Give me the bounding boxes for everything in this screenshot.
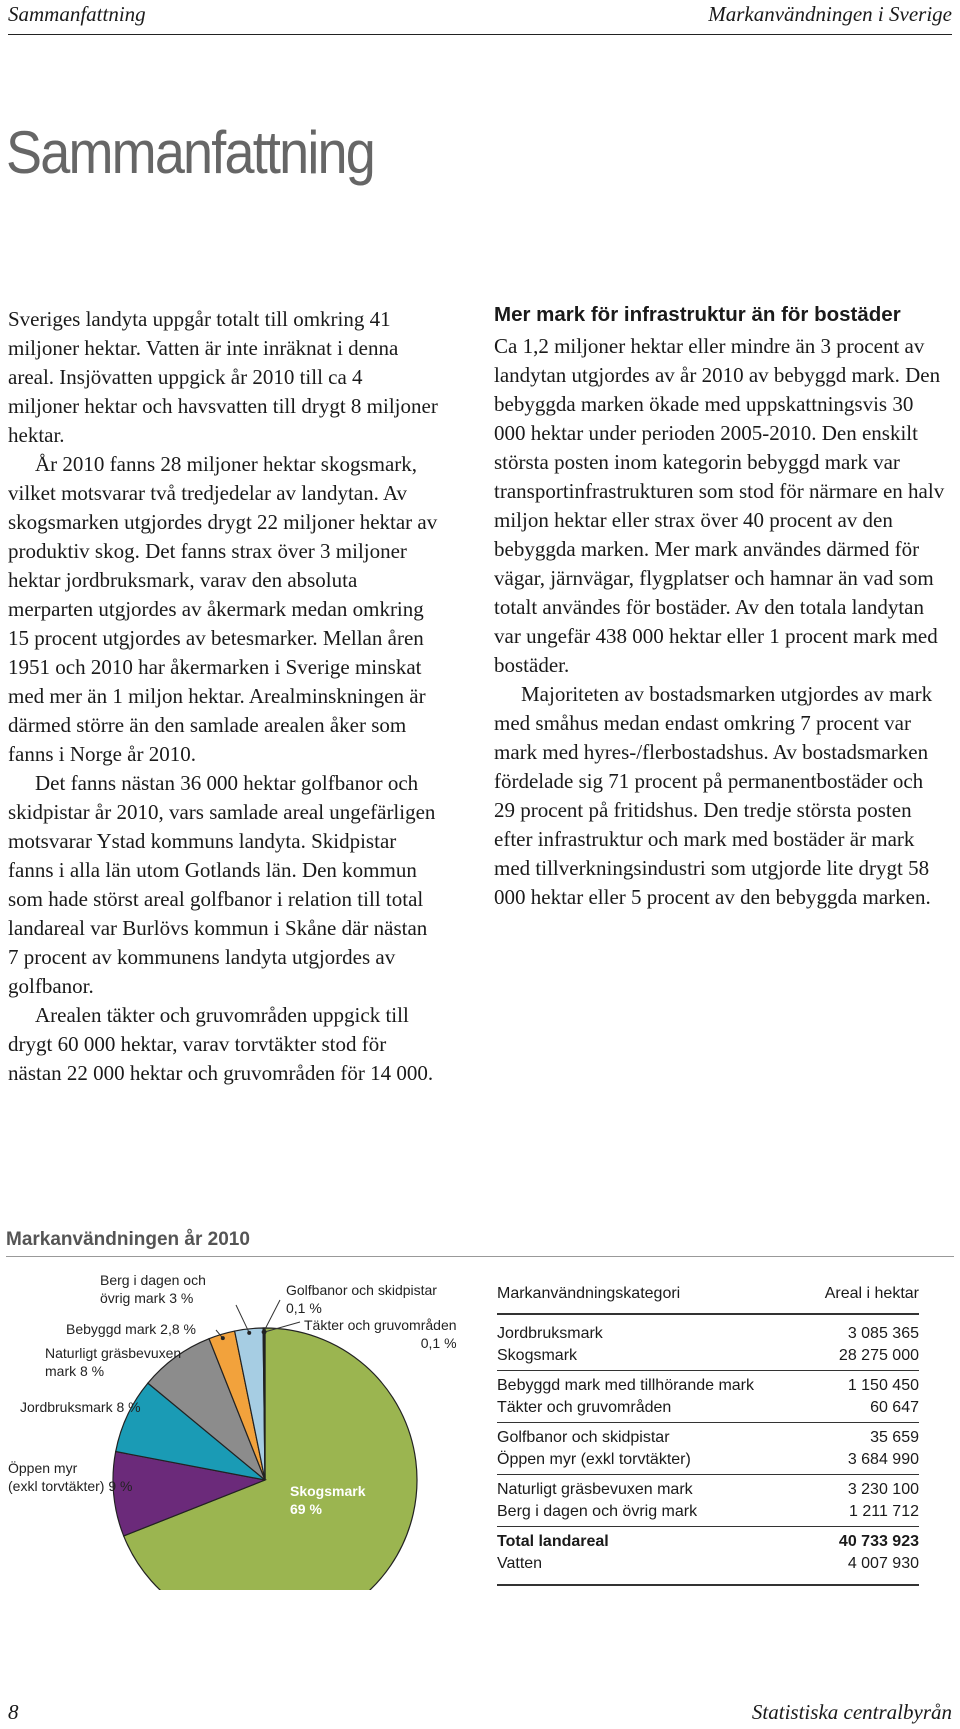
table-group-total	[497, 1527, 919, 1578]
running-head	[8, 0, 952, 35]
table-cell-value: 3 230 100	[847, 1481, 919, 1498]
table-row	[497, 1553, 919, 1575]
table-cell-value: 60 647	[870, 1399, 919, 1416]
figure-divider	[6, 1256, 954, 1257]
slice-label-text: Jordbruksmark 8 %	[20, 1399, 141, 1415]
paragraph: Arealen täkter och gruvområden uppgick till drygt 60 000 hektar, varav torvtäkter stod för nästan 22 000 hektar och gruvområden för 14 000.	[8, 1003, 434, 1085]
table-cell-value: 4 007 930	[847, 1555, 919, 1572]
slice-label-text: Bebyggd mark 2,8 %	[66, 1321, 196, 1337]
table-bottom-rule	[497, 1584, 919, 1586]
table-cell-category: Jordbruksmark	[497, 1325, 603, 1342]
table-cell-value: 35 659	[870, 1429, 919, 1446]
left-text-column	[8, 305, 438, 1088]
slice-label-text: mark 8 %	[45, 1363, 105, 1379]
slice-label-text: 0,1 %	[286, 1300, 322, 1316]
table-row-total	[497, 1531, 919, 1553]
table-row	[497, 1375, 919, 1397]
slice-label-grasmark	[45, 1344, 181, 1380]
paragraph: Sveriges landyta uppgår totalt till omkring 41 miljoner hektar. Vatten är inte inräknat i denna areal. Insjövatten uppgick år 2010 till ca 4 miljoner hektar och havsvatten till drygt 8 miljoner hektar.	[8, 307, 438, 447]
table-cell-value: 28 275 000	[838, 1347, 919, 1364]
leader-line-berg-dot	[247, 1331, 251, 1335]
table-row	[497, 1449, 919, 1471]
table-cell-value: 1 211 712	[849, 1503, 919, 1520]
leader-line-bebyggd-dot	[221, 1336, 225, 1340]
slice-label-text: 0,1 %	[420, 1335, 457, 1351]
table-row	[497, 1479, 919, 1501]
table-row	[497, 1345, 919, 1367]
slice-label-bebyggd	[66, 1320, 196, 1338]
running-head-publication: Markanvändningen i Sverige	[708, 2, 952, 26]
slice-label-text: Öppen myr	[8, 1460, 78, 1476]
table-row	[497, 1323, 919, 1345]
table-cell-value: 1 150 450	[847, 1377, 919, 1394]
table-cell-category: Bebyggd mark med tillhörande mark	[497, 1377, 755, 1394]
slice-label-oppen-myr	[8, 1459, 132, 1495]
table-cell-category: Total landareal	[497, 1533, 609, 1550]
paragraph: Det fanns nästan 36 000 hektar golfbanor och skidpistar år 2010, vars samlade areal ungefärligen motsvarar Ystad kommuns landyta. Skidpistar fanns i alla län utom Gotlands län. Den kommun som hade störst areal golfbanor i relation till total landareal var Burlövs kommun i Skåne där nästan 7 procent av kommunens landyta utgjordes av golfbanor.	[8, 771, 436, 998]
table-cell-category: Vatten	[497, 1555, 543, 1572]
slice-label-text: Golfbanor och skidpistar	[286, 1282, 437, 1298]
paragraph: Majoriteten av bostadsmarken utgjordes av mark med småhus medan endast omkring 7 procent var mark med hyres-/flerbostadshus. Av bostadsmarken fördelade sig 71 procent på permanentbostäder och 29 procent på fritidshus. Den tredje största posten efter infrastruktur och mark med bostäder är mark med tillverkningsindustri som utgjorde lite drygt 58 000 hektar eller 5 procent av den bebyggda marken.	[494, 682, 933, 909]
publisher-name: Statistiska centralbyrån	[751, 1700, 952, 1724]
table-cell-category: Naturligt gräsbevuxen mark	[497, 1481, 693, 1498]
slice-label-text: övrig mark 3 %	[100, 1290, 194, 1306]
table-row	[497, 1427, 919, 1449]
table-cell-category: Skogsmark	[497, 1347, 578, 1364]
slice-label-text: 69 %	[290, 1501, 322, 1517]
paragraph: Ca 1,2 miljoner hektar eller mindre än 3 procent av landytan utgjordes av år 2010 av bebyggd mark. Den bebyggda marken ökade med uppskattningsvis 30 000 hektar under perioden 2005-2010. Den enskilt största posten inom kategorin bebyggd mark var transportinfrastrukturen som stod för närmare en halv miljon hektar eller strax över 40 procent av den bebyggda marken. Mer mark användes därmed för vägar, järnvägar, flygplatser och hamnar än vad som totalt användes för bostäder. Av den totala landytan var ungefär 438 000 hektar eller 1 procent mark med bostäder.	[494, 334, 945, 677]
pie-chart	[0, 1260, 480, 1590]
table-group	[497, 1423, 919, 1475]
table-row	[497, 1397, 919, 1419]
table-cell-category: Berg i dagen och övrig mark	[497, 1503, 698, 1520]
page-title: Sammanfattning	[6, 119, 375, 186]
table-row	[497, 1501, 919, 1523]
slice-label-text: (exkl torvtäkter) 9 %	[8, 1478, 133, 1494]
slice-label-text: Skogsmark	[290, 1483, 366, 1499]
section-heading: Mer mark för infrastruktur än för bostäder	[494, 303, 901, 326]
table-cell-value: 3 085 365	[847, 1325, 919, 1342]
column-header-category: Markanvändningskategori	[497, 1285, 681, 1302]
right-text-column	[494, 305, 949, 912]
slice-label-berg	[100, 1271, 206, 1307]
page-number: 8	[8, 1700, 19, 1724]
table-cell-category: Täkter och gruvområden	[497, 1399, 672, 1416]
figure-title: Markanvändningen år 2010	[6, 1229, 250, 1250]
table-group	[497, 1371, 919, 1423]
land-use-table	[497, 1283, 919, 1578]
paragraph: År 2010 fanns 28 miljoner hektar skogsmark, vilket motsvarar två tredjedelar av landytan. Av skogsmarken utgjordes drygt 22 miljoner hektar av produktiv skog. Det fanns strax över 3 miljoner hektar jordbruksmark, varav den absoluta merparten utgjordes av åkermark medan omkring 15 procent utgjordes av betesmarker. Mellan åren 1951 och 2010 har åkermarken i Sverige minskat med mer än 1 miljon hektar. Arealminskningen är därmed större än den samlade arealen åker som fanns i Norge år 2010.	[8, 452, 438, 766]
slice-label-golf	[286, 1281, 437, 1317]
table-cell-category: Golfbanor och skidpistar	[497, 1429, 670, 1446]
table-header	[497, 1283, 919, 1315]
leader-line-berg	[236, 1305, 249, 1333]
leader-line-takter-dot	[263, 1330, 267, 1334]
table-cell-value: 40 733 923	[838, 1533, 919, 1550]
column-header-area: Areal i hektar	[824, 1285, 919, 1302]
table-cell-category: Öppen myr (exkl torvtäkter)	[497, 1451, 691, 1468]
leader-line-golf	[264, 1300, 280, 1332]
running-head-section: Sammanfattning	[8, 2, 146, 26]
page-footer	[8, 1700, 952, 1729]
table-group	[497, 1323, 919, 1371]
slice-label-text: Naturligt gräsbevuxen	[45, 1345, 182, 1361]
table-group	[497, 1475, 919, 1527]
table-cell-value: 3 684 990	[847, 1451, 919, 1468]
slice-label-text: Täkter och gruvområden	[304, 1317, 457, 1333]
slice-label-takter	[304, 1316, 457, 1352]
slice-label-text: Berg i dagen och	[100, 1272, 206, 1288]
slice-label-jordbruksmark	[20, 1398, 141, 1416]
slice-label-skogsmark	[290, 1482, 365, 1518]
